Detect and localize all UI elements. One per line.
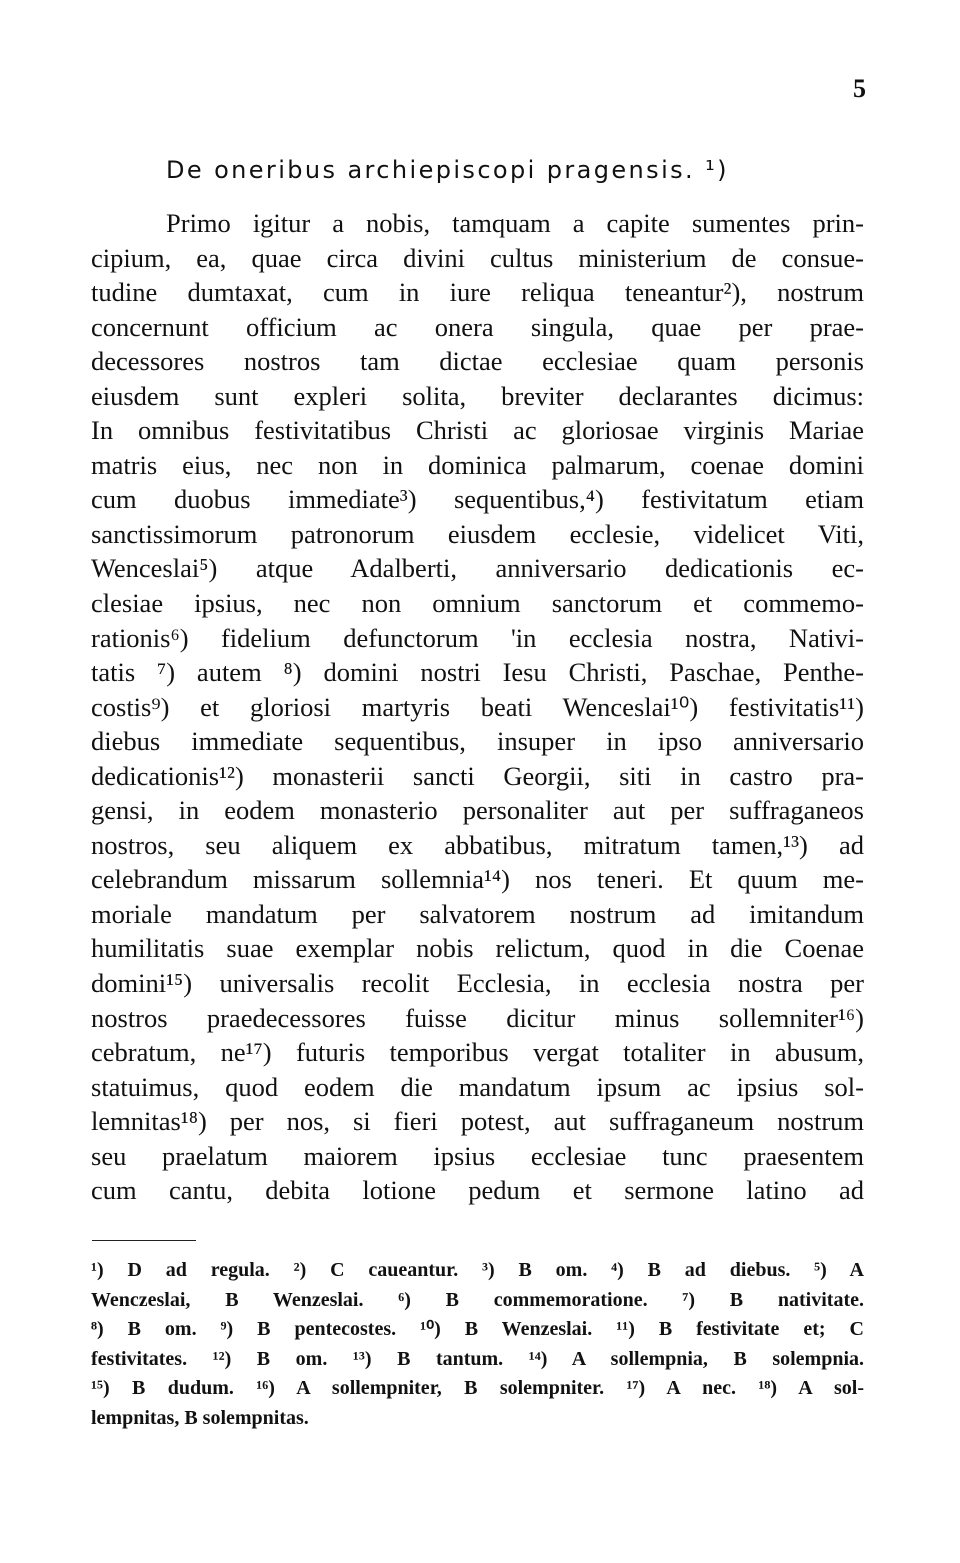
text-line: eiusdem sunt expleri solita, breviter declarantes dicimus:: [91, 380, 864, 411]
footnote-line: ¹⁵) B dudum. ¹⁶) A sollempniter, B solempniter. ¹⁷) A nec. ¹⁸) A sol-: [91, 1377, 864, 1399]
text-line: costis⁹) et gloriosi martyris beati Wenceslai¹⁰) festivitatis¹¹): [91, 691, 864, 722]
footnotes: [91, 1256, 864, 1433]
text-line: tatis ⁷) autem ⁸) domini nostri Iesu Christi, Paschae, Penthe-: [91, 657, 864, 688]
footnote-line: Wenczeslai, B Wenzeslai. ⁶) B commemoratione. ⁷) B nativitate.: [91, 1288, 864, 1311]
text-line: Primo igitur a nobis, tamquam a capite sumentes prin-: [166, 208, 864, 238]
section-heading: De oneribus archiepiscopi pragensis. ¹): [166, 156, 729, 184]
text-line: sanctissimorum patronorum eiusdem ecclesie, videlicet Viti,: [91, 518, 864, 549]
text-line: nostros praedecessores fuisse dicitur minus sollemniter¹⁶): [91, 1002, 864, 1033]
text-line: tudine dumtaxat, cum in iure reliqua teneantur²), nostrum: [91, 277, 864, 308]
text-line: moriale mandatum per salvatorem nostrum ad imitandum: [91, 898, 864, 929]
page-number: 5: [853, 74, 866, 103]
text-line: clesiae ipsius, nec non omnium sanctorum et commemo-: [91, 588, 864, 619]
text-line: In omnibus festivitatibus Christi ac gloriosae virginis Mariae: [91, 415, 864, 446]
text-line: celebrandum missarum sollemnia¹⁴) nos teneri. Et quum me-: [91, 864, 864, 895]
text-line: Wenceslai⁵) atque Adalberti, anniversario dedicationis ec-: [91, 553, 864, 584]
text-line: cum cantu, debita lotione pedum et sermone latino ad: [91, 1175, 864, 1206]
text-line: seu praelatum maiorem ipsius ecclesiae tunc praesentem: [91, 1140, 864, 1171]
text-line: matris eius, nec non in dominica palmarum, coenae domini: [91, 449, 864, 480]
text-line: rationis⁶) fidelium defunctorum 'in ecclesia nostra, Nativi-: [91, 622, 864, 653]
text-line: cum duobus immediate³) sequentibus,⁴) festivitatum etiam: [91, 484, 864, 515]
text-line: dedicationis¹²) monasterii sancti Georgii, siti in castro pra-: [91, 760, 864, 791]
text-line: diebus immediate sequentibus, insuper in ipso anniversario: [91, 726, 864, 757]
text-line: humilitatis suae exemplar nobis relictum, quod in die Coenae: [91, 933, 864, 964]
text-line: lemnitas¹⁸) per nos, si fieri potest, aut suffraganeum nostrum: [91, 1106, 864, 1137]
footnote-divider: [92, 1240, 196, 1241]
footnote-line: ⁸) B om. ⁹) B pentecostes. ¹⁰) B Wenzeslai. ¹¹) B festivitate et; C: [91, 1318, 864, 1340]
footnote-line: festivitates. ¹²) B om. ¹³) B tantum. ¹⁴) A sollempnia, B solempnia.: [91, 1347, 864, 1370]
text-line: gensi, in eodem monasterio personaliter aut per suffraganeos: [91, 795, 864, 826]
text-line: nostros, seu aliquem ex abbatibus, mitratum tamen,¹³) ad: [91, 829, 864, 860]
body-text: [91, 206, 864, 1208]
text-line: domini¹⁵) universalis recolit Ecclesia, in ecclesia nostra per: [91, 968, 864, 999]
footnote-line: lempnitas, B solempnitas.: [91, 1406, 309, 1429]
text-line: cipium, ea, quae circa divini cultus ministerium de consue-: [91, 242, 864, 273]
text-line: cebratum, ne¹⁷) futuris temporibus vergat totaliter in abusum,: [91, 1037, 864, 1068]
footnote-line: ¹) D ad regula. ²) C caueantur. ³) B om. ⁴) B ad diebus. ⁵) A: [91, 1259, 864, 1281]
text-line: decessores nostros tam dictae ecclesiae quam personis: [91, 346, 864, 377]
text-line: concernunt officium ac onera singula, quae per prae-: [91, 311, 864, 342]
text-line: statuimus, quod eodem die mandatum ipsum ac ipsius sol-: [91, 1071, 864, 1102]
